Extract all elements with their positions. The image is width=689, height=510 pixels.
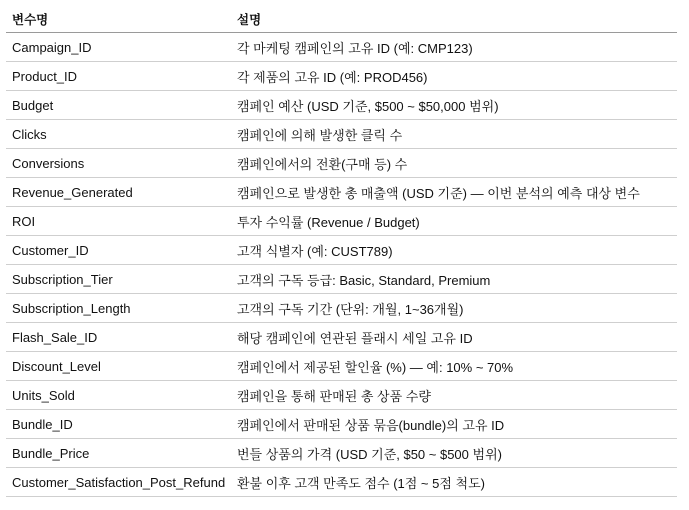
table-row — [6, 294, 677, 323]
description-cell: 캠페인을 통해 판매된 총 상품 수량 — [231, 381, 677, 410]
table-header — [6, 6, 677, 33]
header-variable-name: 변수명 — [6, 6, 231, 33]
description-cell: 고객의 구독 기간 (단위: 개월, 1~36개월) — [231, 294, 677, 323]
variable-name-cell: Conversions — [6, 149, 231, 178]
variable-table-container — [6, 6, 677, 497]
description-cell: 투자 수익률 (Revenue / Budget) — [231, 207, 677, 236]
description-cell: 캠페인 예산 (USD 기준, $500 ~ $50,000 범위) — [231, 91, 677, 120]
variable-name-cell: Bundle_ID — [6, 410, 231, 439]
table-row — [6, 120, 677, 149]
table-row — [6, 323, 677, 352]
table-row — [6, 149, 677, 178]
table-body — [6, 33, 677, 497]
header-description: 설명 — [231, 6, 677, 33]
description-cell: 해당 캠페인에 연관된 플래시 세일 고유 ID — [231, 323, 677, 352]
table-row — [6, 91, 677, 120]
table-row — [6, 207, 677, 236]
description-cell: 각 마케팅 캠페인의 고유 ID (예: CMP123) — [231, 33, 677, 62]
description-cell: 고객의 구독 등급: Basic, Standard, Premium — [231, 265, 677, 294]
description-cell: 캠페인으로 발생한 총 매출액 (USD 기준) — 이번 분석의 예측 대상 변수 — [231, 178, 677, 207]
description-cell: 캠페인에 의해 발생한 클릭 수 — [231, 120, 677, 149]
table-row — [6, 178, 677, 207]
description-cell: 번들 상품의 가격 (USD 기준, $50 ~ $500 범위) — [231, 439, 677, 468]
description-cell: 각 제품의 고유 ID (예: PROD456) — [231, 62, 677, 91]
variable-name-cell: Bundle_Price — [6, 439, 231, 468]
description-cell: 환불 이후 고객 만족도 점수 (1점 ~ 5점 척도) — [231, 468, 677, 497]
table-row — [6, 352, 677, 381]
variable-name-cell: Flash_Sale_ID — [6, 323, 231, 352]
table-row — [6, 381, 677, 410]
table-row — [6, 468, 677, 497]
description-cell: 캠페인에서 제공된 할인율 (%) — 예: 10% ~ 70% — [231, 352, 677, 381]
variable-name-cell: Product_ID — [6, 62, 231, 91]
table-row — [6, 410, 677, 439]
table-row — [6, 33, 677, 62]
description-cell: 캠페인에서의 전환(구매 등) 수 — [231, 149, 677, 178]
variable-description-table — [6, 6, 677, 497]
variable-name-cell: Customer_ID — [6, 236, 231, 265]
description-cell: 캠페인에서 판매된 상품 묶음(bundle)의 고유 ID — [231, 410, 677, 439]
variable-name-cell: Budget — [6, 91, 231, 120]
header-row — [6, 6, 677, 33]
description-cell: 고객 식별자 (예: CUST789) — [231, 236, 677, 265]
variable-name-cell: Units_Sold — [6, 381, 231, 410]
variable-name-cell: Discount_Level — [6, 352, 231, 381]
variable-name-cell: Revenue_Generated — [6, 178, 231, 207]
table-row — [6, 236, 677, 265]
variable-name-cell: Subscription_Length — [6, 294, 231, 323]
variable-name-cell: Campaign_ID — [6, 33, 231, 62]
variable-name-cell: Clicks — [6, 120, 231, 149]
variable-name-cell: Customer_Satisfaction_Post_Refund — [6, 468, 231, 497]
table-row — [6, 439, 677, 468]
table-row — [6, 62, 677, 91]
table-row — [6, 265, 677, 294]
variable-name-cell: Subscription_Tier — [6, 265, 231, 294]
variable-name-cell: ROI — [6, 207, 231, 236]
